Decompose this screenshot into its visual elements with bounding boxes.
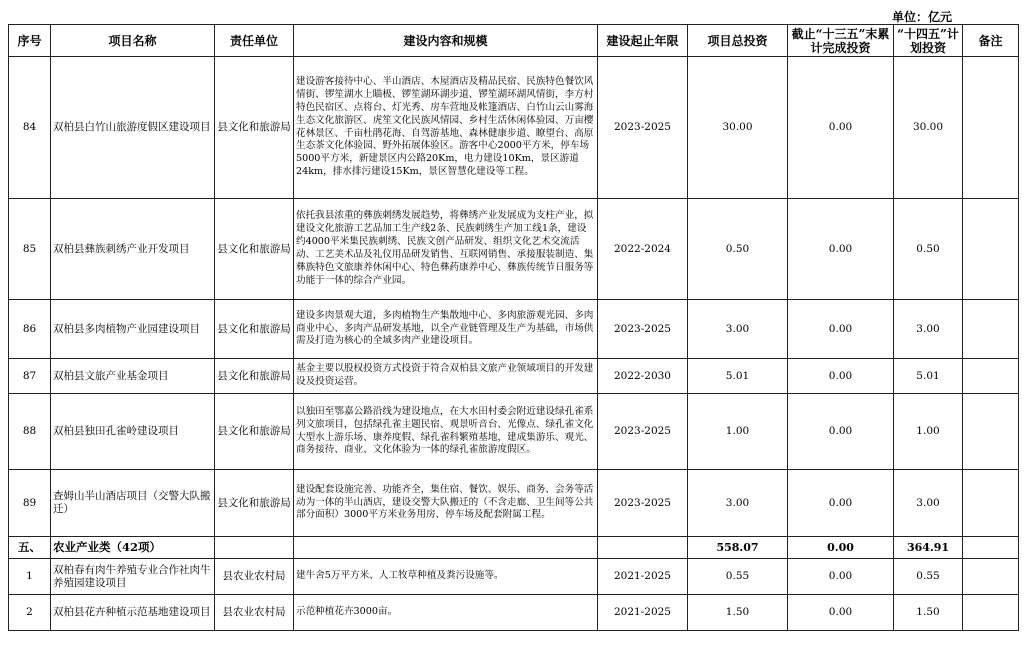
- row-period: 2023-2025: [598, 300, 688, 359]
- row-total: 1.00: [688, 394, 788, 470]
- row-content: 建设配套设施完善、功能齐全，集住宿、餐饮、娱乐、商务、会务等活动为一体的半山酒店，建设交警大队搬迁的（不含走廊、卫生间等公共部分面积）3000平方米业务用房、停车场及配套附属工程。: [294, 470, 598, 537]
- row-total: 0.50: [688, 199, 788, 300]
- row-period: 2021-2025: [598, 595, 688, 631]
- header-no: 序号: [9, 25, 51, 57]
- table-row: [9, 559, 1019, 595]
- table-row: [9, 359, 1019, 394]
- table-row: [9, 300, 1019, 359]
- project-table: [8, 24, 1019, 631]
- row-no: 89: [9, 470, 51, 537]
- row-total: 5.01: [688, 359, 788, 394]
- row-content: 建牛舍5万平方米、人工牧草种植及粪污设施等。: [294, 559, 598, 595]
- row-plan: 3.00: [894, 300, 963, 359]
- row-remark: [963, 470, 1019, 537]
- row-content: 基金主要以股权投资方式投资于符合双柏县文旅产业领域项目的开发建设及投资运营。: [294, 359, 598, 394]
- row-done: 0.00: [788, 559, 894, 595]
- header-done: 截止“十三五”末累计完成投资: [788, 25, 894, 57]
- section-remark: [963, 537, 1019, 559]
- header-content: 建设内容和规模: [294, 25, 598, 57]
- row-unit: 县文化和旅游局: [215, 394, 294, 470]
- row-period: 2023-2025: [598, 57, 688, 199]
- header-unit: 责任单位: [215, 25, 294, 57]
- row-plan: 5.01: [894, 359, 963, 394]
- row-remark: [963, 359, 1019, 394]
- unit-label: 单位：亿元: [892, 10, 953, 24]
- row-period: 2023-2025: [598, 394, 688, 470]
- row-name: 查姆山半山酒店项目（交警大队搬迁）: [51, 470, 215, 537]
- row-total: 3.00: [688, 470, 788, 537]
- row-total: 1.50: [688, 595, 788, 631]
- row-name: 双柏县多肉植物产业园建设项目: [51, 300, 215, 359]
- row-done: 0.00: [788, 300, 894, 359]
- row-plan: 1.50: [894, 595, 963, 631]
- row-total: 0.55: [688, 559, 788, 595]
- row-remark: [963, 199, 1019, 300]
- row-no: 1: [9, 559, 51, 595]
- row-content: 依托我县浓重的彝族刺绣发展趋势，将彝绣产业发展成为支柱产业，拟建设文化旅游工艺品加工生产线2条、民族刺绣生产加工线1条，建设约4000平米集民族刺绣、民族文创产品研发、组织文化艺术交流活动、工艺美术品及礼仪用品研发销售、互联网销售、承接服装制造、集彝族特色文旅康养休闲中心、特色彝药康养中心、彝族传统节日服务等功能于一体的综合产业园。: [294, 199, 598, 300]
- table-row: [9, 199, 1019, 300]
- row-remark: [963, 300, 1019, 359]
- section-name: 农业产业类（42项）: [51, 537, 215, 559]
- header-name: 项目名称: [51, 25, 215, 57]
- row-no: 2: [9, 595, 51, 631]
- row-plan: 0.55: [894, 559, 963, 595]
- row-done: 0.00: [788, 199, 894, 300]
- row-unit: 县文化和旅游局: [215, 57, 294, 199]
- row-name: 双柏县文旅产业基金项目: [51, 359, 215, 394]
- row-content: 以独田至鄂嘉公路沿线为建设地点，在大水田村委会附近建设绿孔雀系列文旅项目，包括绿孔雀主题民宿、观景听音台、光像点、绿孔雀文化大型水上游乐场、康养度假、绿孔雀科繁殖基地，建成集游乐、观光、商务接待、商业、文化体验为一体的绿孔雀旅游度假区。: [294, 394, 598, 470]
- row-done: 0.00: [788, 57, 894, 199]
- row-remark: [963, 559, 1019, 595]
- row-no: 87: [9, 359, 51, 394]
- row-plan: 1.00: [894, 394, 963, 470]
- table-row: [9, 57, 1019, 199]
- section-no: 五、: [9, 537, 51, 559]
- table-row: [9, 595, 1019, 631]
- row-period: 2022-2024: [598, 199, 688, 300]
- row-unit: 县文化和旅游局: [215, 199, 294, 300]
- row-no: 88: [9, 394, 51, 470]
- row-plan: 30.00: [894, 57, 963, 199]
- row-content: 示范种植花卉3000亩。: [294, 595, 598, 631]
- header-total: 项目总投资: [688, 25, 788, 57]
- row-unit: 县文化和旅游局: [215, 300, 294, 359]
- row-remark: [963, 595, 1019, 631]
- header-plan: “十四五”计划投资: [894, 25, 963, 57]
- table-row: [9, 470, 1019, 537]
- header-remark: 备注: [963, 25, 1019, 57]
- row-content: 建设多肉景观大道，多肉植物生产集散地中心、多肉旅游观光园、多肉商业中心、多肉产品研发基地，以全产业链管理及生产为基础，市场供需及打造为核心的全域多肉产业建设项目。: [294, 300, 598, 359]
- row-unit: 县文化和旅游局: [215, 359, 294, 394]
- row-no: 86: [9, 300, 51, 359]
- row-name: 双柏县彝族刺绣产业开发项目: [51, 199, 215, 300]
- row-content: 建设游客接待中心、半山酒店、木屋酒店及精品民宿、民族特色餐饮风情街、锣笙湖水上瞄极、锣笙湖环湖步道、锣笙湖环湖风情街，李方村特色民宿区、点将台、灯光秀、房车营地及帐篷酒店、白竹山云山雾海生态文化旅游区、虎笙文化民族风情园、乡村生活休闲体验园、万亩樱花林景区、千亩杜鹃花海、自驾游基地、森林健康步道、瞭望台、高原生态茶文化体验园、野外拓展体验区。游客中心2000平方米，停车场5000平方米，新建景区内公路20Km，电力建设10Km，景区游道24km，排水排污建设15Km，景区智慧化建设等工程。: [294, 57, 598, 199]
- row-period: 2022-2030: [598, 359, 688, 394]
- row-name: 双柏县独田孔雀岭建设项目: [51, 394, 215, 470]
- row-done: 0.00: [788, 394, 894, 470]
- row-name: 双柏春有肉牛养殖专业合作社肉牛养殖园建设项目: [51, 559, 215, 595]
- header-row: [9, 25, 1019, 57]
- row-remark: [963, 394, 1019, 470]
- row-total: 3.00: [688, 300, 788, 359]
- row-unit: 县文化和旅游局: [215, 470, 294, 537]
- row-unit: 县农业农村局: [215, 559, 294, 595]
- row-done: 0.00: [788, 359, 894, 394]
- row-no: 85: [9, 199, 51, 300]
- section-total: 558.07: [688, 537, 788, 559]
- row-done: 0.00: [788, 470, 894, 537]
- row-name: 双柏县白竹山旅游度假区建设项目: [51, 57, 215, 199]
- row-period: 2023-2025: [598, 470, 688, 537]
- row-period: 2021-2025: [598, 559, 688, 595]
- section-content: [294, 537, 598, 559]
- row-unit: 县农业农村局: [215, 595, 294, 631]
- row-total: 30.00: [688, 57, 788, 199]
- section-done: 0.00: [788, 537, 894, 559]
- row-name: 双柏县花卉种植示范基地建设项目: [51, 595, 215, 631]
- row-no: 84: [9, 57, 51, 199]
- row-done: 0.00: [788, 595, 894, 631]
- section-unit: [215, 537, 294, 559]
- section-plan: 364.91: [894, 537, 963, 559]
- table-row: [9, 394, 1019, 470]
- row-plan: 3.00: [894, 470, 963, 537]
- section-row: [9, 537, 1019, 559]
- row-remark: [963, 57, 1019, 199]
- header-period: 建设起止年限: [598, 25, 688, 57]
- row-plan: 0.50: [894, 199, 963, 300]
- section-period: [598, 537, 688, 559]
